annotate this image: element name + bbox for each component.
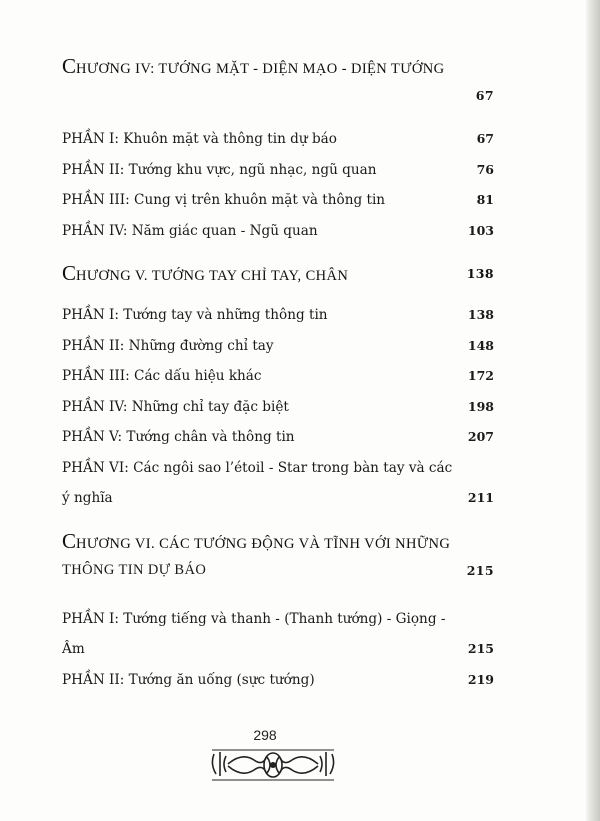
entry-page: 172 [467,368,494,383]
page-edge-shadow [586,0,600,821]
chapter-page-number: 67 [475,88,494,103]
chapter-title: CHƯƠNG IV: TƯỚNG MẶT - DIỆN MẠO - DIỆN TƯỚNG [62,54,445,78]
entry-page: 207 [467,429,494,444]
chapter-heading [62,514,494,554]
decorative-ornament-icon [208,744,338,784]
entry-label: PHẦN I: Tướng tiếng và thanh - (Thanh tướng) - Giọng - [62,610,446,627]
entry-page: 81 [476,192,494,207]
toc-entry[interactable] [62,300,494,331]
entry-label: PHẦN VI: Các ngôi sao l’étoil - Star trong bàn tay và các [62,459,453,476]
entry-label: PHẦN III: Cung vị trên khuôn mặt và thông tin [62,192,386,208]
chapter-page-number: 215 [466,563,494,578]
entry-label: PHẦN III: Các dấu hiệu khác [62,368,262,384]
entry-page: 198 [467,398,494,414]
toc-entry[interactable] [62,216,494,247]
section-list [62,124,494,246]
chapter-title: CHƯƠNG V. TƯỚNG TAY CHỈ TAY, CHÂN [62,260,349,285]
entry-label: PHẦN II: Tướng khu vực, ngũ nhạc, ngũ quan [62,161,377,178]
toc-entry[interactable] [62,392,494,423]
entry-page: 103 [467,222,494,238]
toc-entry[interactable] [62,604,494,665]
toc-entry[interactable] [62,331,494,362]
entry-label: PHẦN I: Tướng tay và những thông tin [62,307,328,323]
entry-page: 215 [467,641,494,656]
entry-page: 67 [476,131,494,146]
section-list [62,604,494,696]
chapter-heading [62,54,494,82]
entry-page: 148 [467,337,494,353]
page-number: 298 [253,727,277,743]
entry-label-continued: ý nghĩa [62,490,113,506]
entry-label: PHẦN IV: Năm giác quan - Ngũ quan [62,222,318,239]
section-list [62,300,494,514]
entry-label: PHẦN II: Những đường chỉ tay [62,337,274,354]
table-of-contents [62,54,494,695]
entry-label: PHẦN IV: Những chỉ tay đặc biệt [62,398,289,415]
chapter-heading [62,246,494,296]
toc-entry[interactable] [62,453,494,514]
entry-page: 211 [467,490,494,505]
chapter-title: CHƯƠNG VI. CÁC TƯỚNG ĐỘNG VÀ TĨNH VỚI NHỮNG [62,528,451,553]
entry-label-continued: Âm [62,641,85,657]
toc-entry[interactable] [62,422,494,453]
chapter-title-continued: THÔNG TIN DỰ BÁO [62,562,207,578]
chapter-page-number: 138 [466,265,494,281]
chapter-page-row [62,82,494,124]
toc-entry[interactable] [62,155,494,186]
toc-entry[interactable] [62,361,494,392]
entry-label: PHẦN V: Tướng chân và thông tin [62,429,295,445]
entry-page: 138 [467,307,494,322]
entry-label: PHẦN II: Tướng ăn uống (sực tướng) [62,671,315,688]
chapter-title-continued-row [62,554,494,588]
toc-entry[interactable] [62,185,494,216]
toc-entry[interactable] [62,665,494,696]
toc-entry[interactable] [62,124,494,155]
entry-page: 219 [467,671,494,687]
entry-page: 76 [476,161,494,177]
entry-label: PHẦN I: Khuôn mặt và thông tin dự báo [62,131,337,147]
